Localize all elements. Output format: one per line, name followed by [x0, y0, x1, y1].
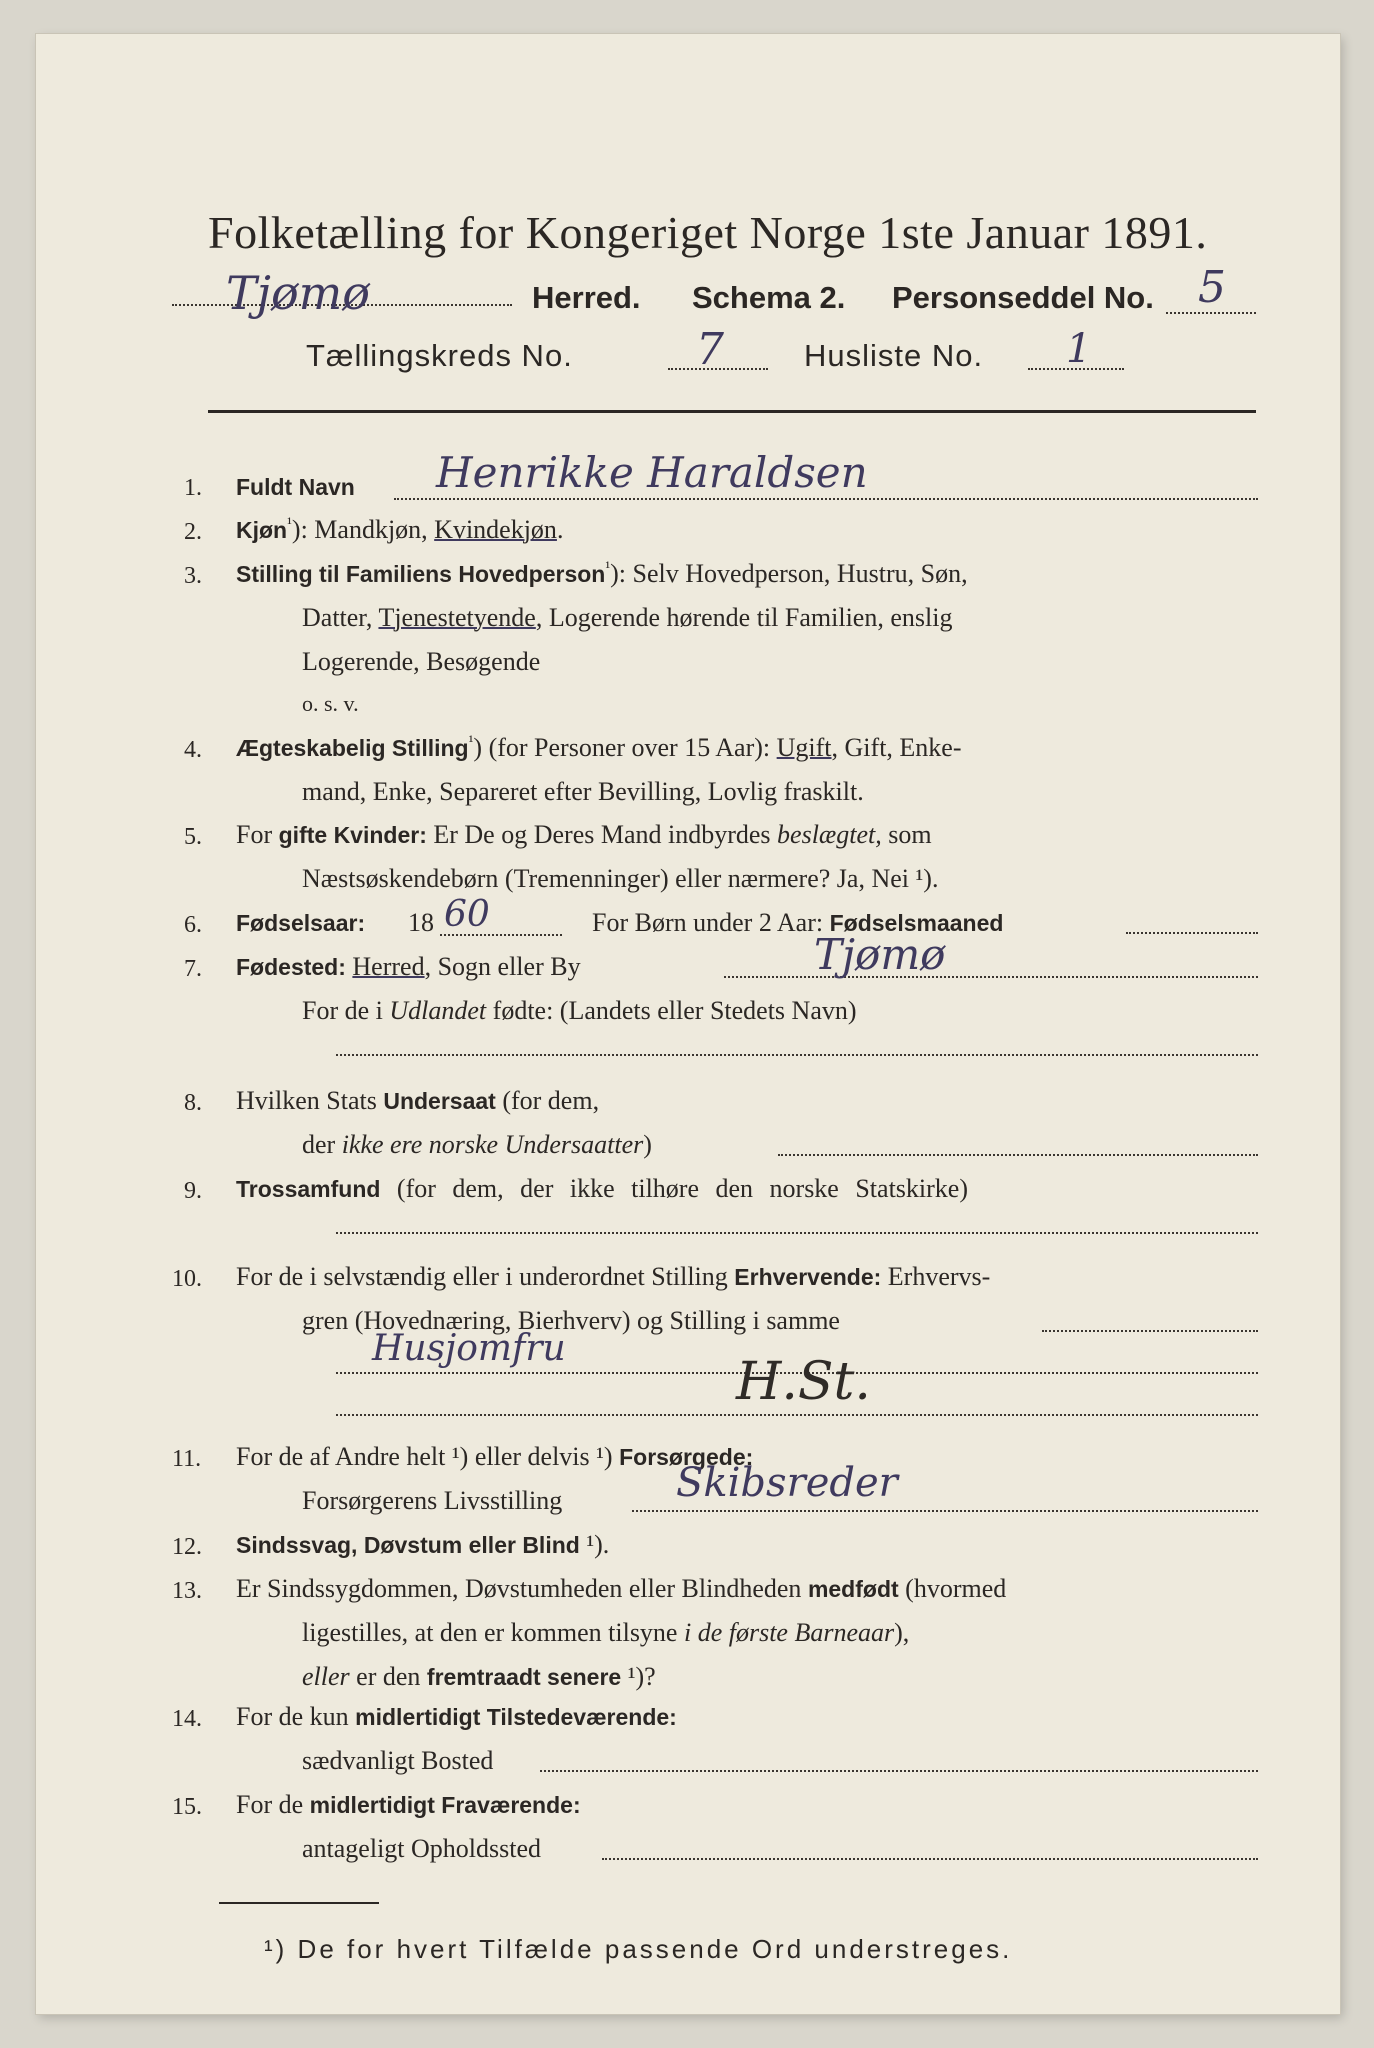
q10-label: Erhvervende:: [734, 1264, 882, 1290]
q15-line2: antageligt Opholdssted: [302, 1834, 542, 1863]
q5-number: 5.: [184, 824, 202, 850]
husliste-label: Husliste No.: [804, 338, 984, 373]
q3-sup: ¹: [605, 559, 611, 577]
q11-a: For de af Andre helt ¹) eller delvis ¹): [236, 1442, 620, 1471]
q4-line1: [236, 733, 962, 763]
footnote: ¹) De for hvert Tilfælde passende Ord understreges.: [264, 1934, 1013, 1964]
q6-b: For Børn under 2 Aar:: [592, 908, 830, 937]
q3-line1-rest: ): Selv Hovedperson, Hustru, Søn,: [610, 559, 968, 588]
q14-a: For de kun: [236, 1702, 356, 1731]
q9-dotted-line: [336, 1232, 1258, 1234]
personseddel-value: 5: [1198, 262, 1226, 313]
q5-line1: [236, 820, 932, 850]
q5-italic: beslægtet,: [777, 820, 882, 849]
q11-value: Skibsreder: [676, 1460, 898, 1506]
q13-line3-b: ¹)?: [621, 1662, 656, 1691]
q14-number: 14.: [172, 1706, 202, 1732]
q4-underlined: Ugift: [776, 733, 832, 762]
q10-a: For de i selvstændig eller i underordnet Stilling: [236, 1262, 735, 1291]
q5-line2: Næstsøskendebørn (Tremenninger) eller nærmere? Ja, Nei ¹).: [302, 864, 939, 893]
q7-a: , Sogn eller By: [424, 952, 581, 981]
q6-label: Fødselsaar:: [236, 910, 366, 936]
q7-line2-a: For de i: [302, 996, 390, 1025]
kreds-value: 7: [696, 324, 724, 375]
q1-value: Henrikke Haraldsen: [436, 448, 868, 497]
q6-label2: Fødselsmaaned: [829, 910, 1004, 936]
q4-b: , Gift, Enke-: [831, 733, 962, 762]
q10-signature: H.St.: [736, 1352, 871, 1412]
q13-line2-b: ),: [894, 1618, 910, 1647]
q13-line2: [302, 1618, 909, 1648]
q9-a: (for dem, der ikke tilhøre den norske Statskirke): [380, 1174, 968, 1203]
q8-a: Hvilken Stats: [236, 1086, 384, 1115]
q13-label: medfødt: [807, 1576, 899, 1602]
q5-c: som: [881, 820, 932, 849]
q10-line2-dotted: [1042, 1330, 1258, 1332]
q7-abroad-dotted-line: [336, 1054, 1258, 1056]
husliste-value: 1: [1066, 326, 1092, 372]
q7-line1: [236, 952, 581, 982]
q12-label: Sindssvag, Døvstum eller Blind: [236, 1532, 580, 1558]
q14-label: midlertidigt Tilstedeværende:: [355, 1704, 677, 1730]
q2-rest: ): Mandkjøn,: [291, 515, 435, 544]
q4-sup: ¹: [468, 733, 474, 751]
q3-line2: [302, 603, 952, 633]
q14-line2: sædvanligt Bosted: [302, 1746, 494, 1775]
q8-dotted-line: [778, 1154, 1258, 1156]
census-form-sheet: [36, 34, 1340, 2014]
q2-end: .: [556, 515, 564, 544]
q10-dotted-line-2: [336, 1414, 1258, 1416]
q3-line1: [236, 559, 968, 589]
q6-month-dotted-line: [1126, 932, 1258, 934]
q5-label: gifte Kvinder:: [278, 822, 427, 848]
schema-label: Schema 2.: [692, 280, 846, 315]
q13-number: 13.: [172, 1578, 202, 1604]
q14-dotted-line: [540, 1770, 1258, 1772]
q5-b: Er De og Deres Mand indbyrdes: [426, 820, 778, 849]
q8-line2-b: ): [643, 1130, 652, 1159]
footnote-rule: [219, 1902, 379, 1904]
q3-line2-underlined: Tjenestetyende: [378, 603, 536, 632]
q8-line2-a: der: [302, 1130, 342, 1159]
q12-line1: [236, 1530, 609, 1560]
q13-line2-a: ligestilles, at den er kommen tilsyne: [302, 1618, 684, 1647]
q8-line2: [302, 1130, 652, 1160]
q12-number: 12.: [172, 1534, 202, 1560]
q9-line1: [236, 1174, 968, 1204]
q15-line1: [236, 1790, 581, 1820]
q10-line2: gren (Hovednæring, Bierhverv) og Stilling i samme: [302, 1306, 840, 1335]
q15-a: For de: [236, 1790, 310, 1819]
q2-label: Kjøn: [236, 517, 288, 543]
q8-line2-italic: ikke ere norske Undersaatter: [341, 1130, 644, 1159]
q6-number: 6.: [184, 912, 202, 938]
q7-underlined: Herred: [352, 952, 425, 981]
q11-dotted-line: [632, 1510, 1258, 1512]
q1-label: Fuldt Navn: [236, 474, 355, 500]
q7-value: Tjømø: [814, 930, 946, 979]
q5-a: For: [236, 820, 279, 849]
q6-prefix: 18: [408, 908, 434, 937]
q6-value: 60: [444, 894, 490, 935]
q4-line2: mand, Enke, Separeret efter Bevilling, Lovlig fraskilt.: [302, 777, 864, 806]
q4-number: 4.: [184, 737, 202, 763]
q2-number: 2.: [184, 519, 202, 545]
q10-line1: [236, 1262, 990, 1292]
q15-number: 15.: [172, 1794, 202, 1820]
personseddel-label: Personseddel No.: [892, 280, 1154, 315]
header-rule: [208, 410, 1256, 413]
q3-line3: Logerende, Besøgende: [302, 647, 541, 676]
q3-label: Stilling til Familiens Hovedperson: [236, 561, 606, 587]
q13-line3-label: fremtraadt senere: [426, 1664, 622, 1690]
q9-label: Trossamfund: [236, 1176, 381, 1202]
q15-label: midlertidigt Fraværende:: [309, 1792, 581, 1818]
q2-line: [236, 515, 563, 545]
q7-label: Fødested:: [236, 954, 346, 980]
q10-number: 10.: [172, 1266, 202, 1292]
q7-line2-b: fødte: (Landets eller Stedets Navn): [486, 996, 857, 1025]
q8-label: Undersaat: [383, 1088, 496, 1114]
q9-number: 9.: [184, 1178, 202, 1204]
q13-line2-italic: i de første Barneaar: [683, 1618, 895, 1647]
q14-line1: [236, 1702, 677, 1732]
q1-number: 1.: [184, 475, 202, 501]
q7-number: 7.: [184, 956, 202, 982]
q15-dotted-line: [602, 1858, 1258, 1860]
q7-line2-italic: Udlandet: [389, 996, 487, 1025]
herred-label: Herred.: [532, 280, 641, 315]
q2-sup: ¹: [287, 515, 292, 533]
q4-label: Ægteskabelig Stilling: [236, 735, 469, 761]
q4-a: ) (for Personer over 15 Aar):: [473, 733, 777, 762]
kreds-label: Tællingskreds No.: [306, 338, 573, 373]
q12-b: ¹).: [579, 1530, 610, 1559]
q3-line2-a: Datter,: [302, 603, 379, 632]
q11-number: 11.: [172, 1446, 202, 1472]
q8-b: (for dem,: [495, 1086, 600, 1115]
q13-a: Er Sindssygdommen, Døvstumheden eller Blindheden: [236, 1574, 808, 1603]
q7-dotted-line: [724, 976, 1258, 978]
q10-value: Husjomfru: [372, 1328, 566, 1369]
q13-line3-italic: eller: [302, 1662, 350, 1691]
herred-value: Tjømø: [226, 266, 370, 320]
q3-line4: o. s. v.: [302, 691, 359, 716]
q3-number: 3.: [184, 563, 202, 589]
q13-line1: [236, 1574, 1006, 1604]
q2-underlined: Kvindekjøn: [434, 515, 557, 544]
q13-line3-a: er den: [349, 1662, 427, 1691]
form-title: Folketælling for Kongeriget Norge 1ste Januar 1891.: [208, 207, 1208, 258]
q13-b: (hvormed: [898, 1574, 1007, 1603]
q13-line3: [302, 1662, 656, 1692]
q7-line2: [302, 996, 857, 1026]
q10-b: Erhvervs-: [881, 1262, 991, 1291]
q11-line2: Forsørgerens Livsstilling: [302, 1486, 563, 1515]
q8-line1: [236, 1086, 599, 1116]
q3-line2-b: , Logerende hørende til Familien, enslig: [535, 603, 953, 632]
q1-dotted-line: [394, 498, 1258, 500]
q11-label: Forsørgede:: [619, 1444, 754, 1470]
q8-number: 8.: [184, 1090, 202, 1116]
